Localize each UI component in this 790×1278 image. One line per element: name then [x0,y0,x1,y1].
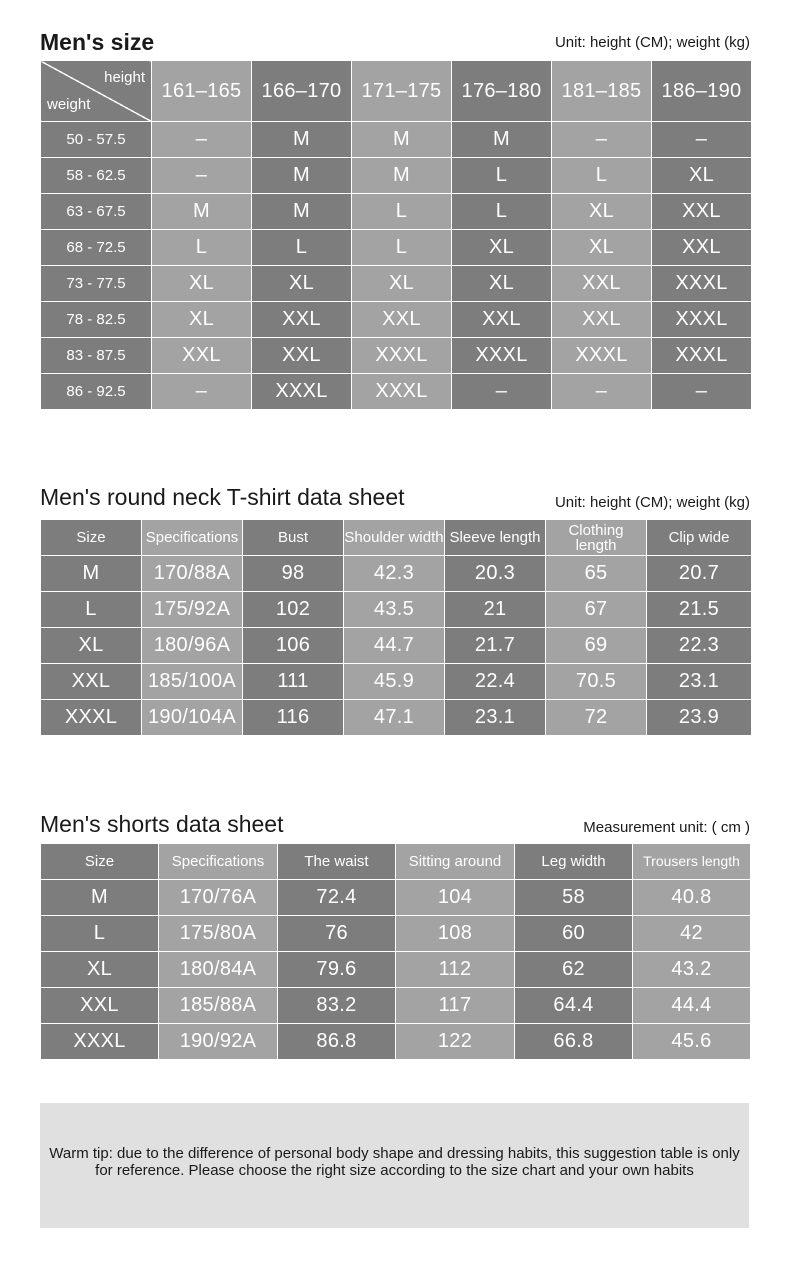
table-cell: 43.2 [633,952,751,988]
table-cell: 64.4 [515,988,633,1024]
weight-range: 83 - 87.5 [41,338,152,374]
shorts-header-size: Size [41,844,159,880]
table-cell: 170/88A [142,556,243,592]
size-chart-corner-header [41,61,152,122]
table-cell: 185/88A [159,988,278,1024]
table-row [41,266,752,302]
table-row [41,158,752,194]
tshirt-header-specifications: Specifications [142,520,243,556]
size-cell: XXL [152,338,252,374]
table-cell: 45.6 [633,1024,751,1060]
shorts-header-specifications: Specifications [159,844,278,880]
table-row [41,592,752,628]
shorts-header-sitting-around: Sitting around [396,844,515,880]
size-label: XXL [41,988,159,1024]
table-cell: 20.7 [647,556,752,592]
size-chart-title: Men's size [40,29,155,55]
size-cell: XXL [652,230,752,266]
size-cell: XXL [552,266,652,302]
table-cell: 180/84A [159,952,278,988]
size-cell: – [552,122,652,158]
table-cell: 65 [546,556,647,592]
size-cell: M [252,194,352,230]
shorts-unit: Measurement unit: ( cm ) [583,819,750,836]
table-cell: 69 [546,628,647,664]
table-cell: 180/96A [142,628,243,664]
size-cell: XXXL [652,302,752,338]
size-cell: XXL [252,338,352,374]
table-cell: 21.5 [647,592,752,628]
size-cell: M [152,194,252,230]
size-cell: L [352,194,452,230]
tshirt-header-bust: Bust [243,520,344,556]
size-cell: – [552,374,652,410]
weight-range: 58 - 62.5 [41,158,152,194]
height-header: 171–175 [352,61,452,122]
table-cell: 45.9 [344,664,445,700]
warm-tip-text: Warm tip: due to the difference of personal body shape and dressing habits, this suggestion table is only for reference. Please choose the right size according to the size chart and your own habits [49,1145,740,1179]
table-cell: 76 [278,916,396,952]
tshirt-unit: Unit: height (CM); weight (kg) [554,494,750,511]
size-cell: XXL [352,302,452,338]
table-cell: 23.1 [445,700,546,736]
size-cell: XL [452,266,552,302]
table-cell: 175/80A [159,916,278,952]
size-chart-table [40,60,752,410]
corner-weight-label: weight [47,96,91,113]
size-cell: – [452,374,552,410]
table-cell: 21.7 [445,628,546,664]
tshirt-header-size: Size [41,520,142,556]
size-cell: XL [552,194,652,230]
weight-range: 50 - 57.5 [41,122,152,158]
tshirt-header-clip-wide: Clip wide [647,520,752,556]
table-cell: 104 [396,880,515,916]
tshirt-title: Men's round neck T-shirt data sheet [40,484,405,510]
table-cell: 42.3 [344,556,445,592]
table-row [41,302,752,338]
size-cell: XXXL [252,374,352,410]
size-label: XXL [41,664,142,700]
table-cell: 22.4 [445,664,546,700]
size-cell: M [352,158,452,194]
size-cell: XXL [452,302,552,338]
table-cell: 72 [546,700,647,736]
size-cell: XL [452,230,552,266]
table-cell: 62 [515,952,633,988]
size-cell: – [152,374,252,410]
table-cell: 40.8 [633,880,751,916]
size-cell: XL [152,302,252,338]
table-cell: 22.3 [647,628,752,664]
size-cell: XXXL [552,338,652,374]
size-cell: L [252,230,352,266]
size-cell: XL [252,266,352,302]
table-cell: 170/76A [159,880,278,916]
table-cell: 190/92A [159,1024,278,1060]
tshirt-header-sleeve-length: Sleeve length [445,520,546,556]
size-chart-unit: Unit: height (CM); weight (kg) [554,34,750,51]
size-cell: – [652,374,752,410]
size-cell: XL [552,230,652,266]
size-label: XXXL [41,700,142,736]
table-cell: 58 [515,880,633,916]
weight-range: 68 - 72.5 [41,230,152,266]
weight-range: 78 - 82.5 [41,302,152,338]
size-label: XL [41,952,159,988]
size-cell: – [152,122,252,158]
size-cell: L [552,158,652,194]
shorts-header-leg-width: Leg width [515,844,633,880]
size-cell: M [252,158,352,194]
table-cell: 86.8 [278,1024,396,1060]
table-row [41,700,752,736]
table-row [41,880,751,916]
table-row [41,628,752,664]
size-cell: M [252,122,352,158]
table-cell: 67 [546,592,647,628]
size-cell: L [352,230,452,266]
size-cell: L [452,158,552,194]
size-cell: M [452,122,552,158]
table-cell: 70.5 [546,664,647,700]
table-cell: 190/104A [142,700,243,736]
table-cell: 175/92A [142,592,243,628]
size-cell: M [352,122,452,158]
size-cell: XXXL [452,338,552,374]
table-cell: 47.1 [344,700,445,736]
size-cell: XXL [552,302,652,338]
tshirt-table [40,519,752,736]
table-cell: 98 [243,556,344,592]
size-cell: XXXL [652,338,752,374]
size-cell: – [652,122,752,158]
size-cell: XXXL [652,266,752,302]
height-header: 186–190 [652,61,752,122]
size-cell: XL [152,266,252,302]
table-cell: 122 [396,1024,515,1060]
size-label: L [41,916,159,952]
tshirt-header-clothing-length: Clothing length [546,520,647,556]
corner-height-label: height [104,69,145,86]
table-row [41,664,752,700]
table-cell: 44.4 [633,988,751,1024]
height-header: 176–180 [452,61,552,122]
table-cell: 23.9 [647,700,752,736]
weight-range: 86 - 92.5 [41,374,152,410]
table-cell: 79.6 [278,952,396,988]
table-row [41,1024,751,1060]
table-row [41,230,752,266]
size-cell: L [452,194,552,230]
table-cell: 117 [396,988,515,1024]
table-row [41,374,752,410]
table-cell: 102 [243,592,344,628]
size-cell: XXL [652,194,752,230]
table-cell: 83.2 [278,988,396,1024]
size-cell: XXXL [352,374,452,410]
table-row [41,952,751,988]
shorts-header-waist: The waist [278,844,396,880]
table-cell: 42 [633,916,751,952]
table-cell: 66.8 [515,1024,633,1060]
shorts-title: Men's shorts data sheet [40,811,284,837]
size-cell: – [152,158,252,194]
table-cell: 20.3 [445,556,546,592]
size-label: M [41,556,142,592]
table-row [41,194,752,230]
size-label: XL [41,628,142,664]
table-cell: 60 [515,916,633,952]
size-label: M [41,880,159,916]
size-label: XXXL [41,1024,159,1060]
height-header: 161–165 [152,61,252,122]
table-cell: 116 [243,700,344,736]
table-row [41,916,751,952]
size-label: L [41,592,142,628]
tshirt-header-shoulder-width: Shoulder width [344,520,445,556]
table-cell: 108 [396,916,515,952]
table-cell: 112 [396,952,515,988]
height-header: 166–170 [252,61,352,122]
size-cell: L [152,230,252,266]
table-cell: 23.1 [647,664,752,700]
table-cell: 72.4 [278,880,396,916]
table-cell: 44.7 [344,628,445,664]
table-row [41,556,752,592]
table-cell: 43.5 [344,592,445,628]
size-cell: XL [352,266,452,302]
table-row [41,988,751,1024]
table-row [41,122,752,158]
table-cell: 106 [243,628,344,664]
table-cell: 185/100A [142,664,243,700]
weight-range: 63 - 67.5 [41,194,152,230]
warm-tip-box [40,1103,749,1228]
shorts-header-trousers-length: Trousers length [633,844,751,880]
table-cell: 21 [445,592,546,628]
size-cell: XXL [252,302,352,338]
weight-range: 73 - 77.5 [41,266,152,302]
table-row [41,338,752,374]
shorts-table [40,843,751,1060]
size-cell: XXXL [352,338,452,374]
height-header: 181–185 [552,61,652,122]
table-cell: 111 [243,664,344,700]
size-cell: XL [652,158,752,194]
